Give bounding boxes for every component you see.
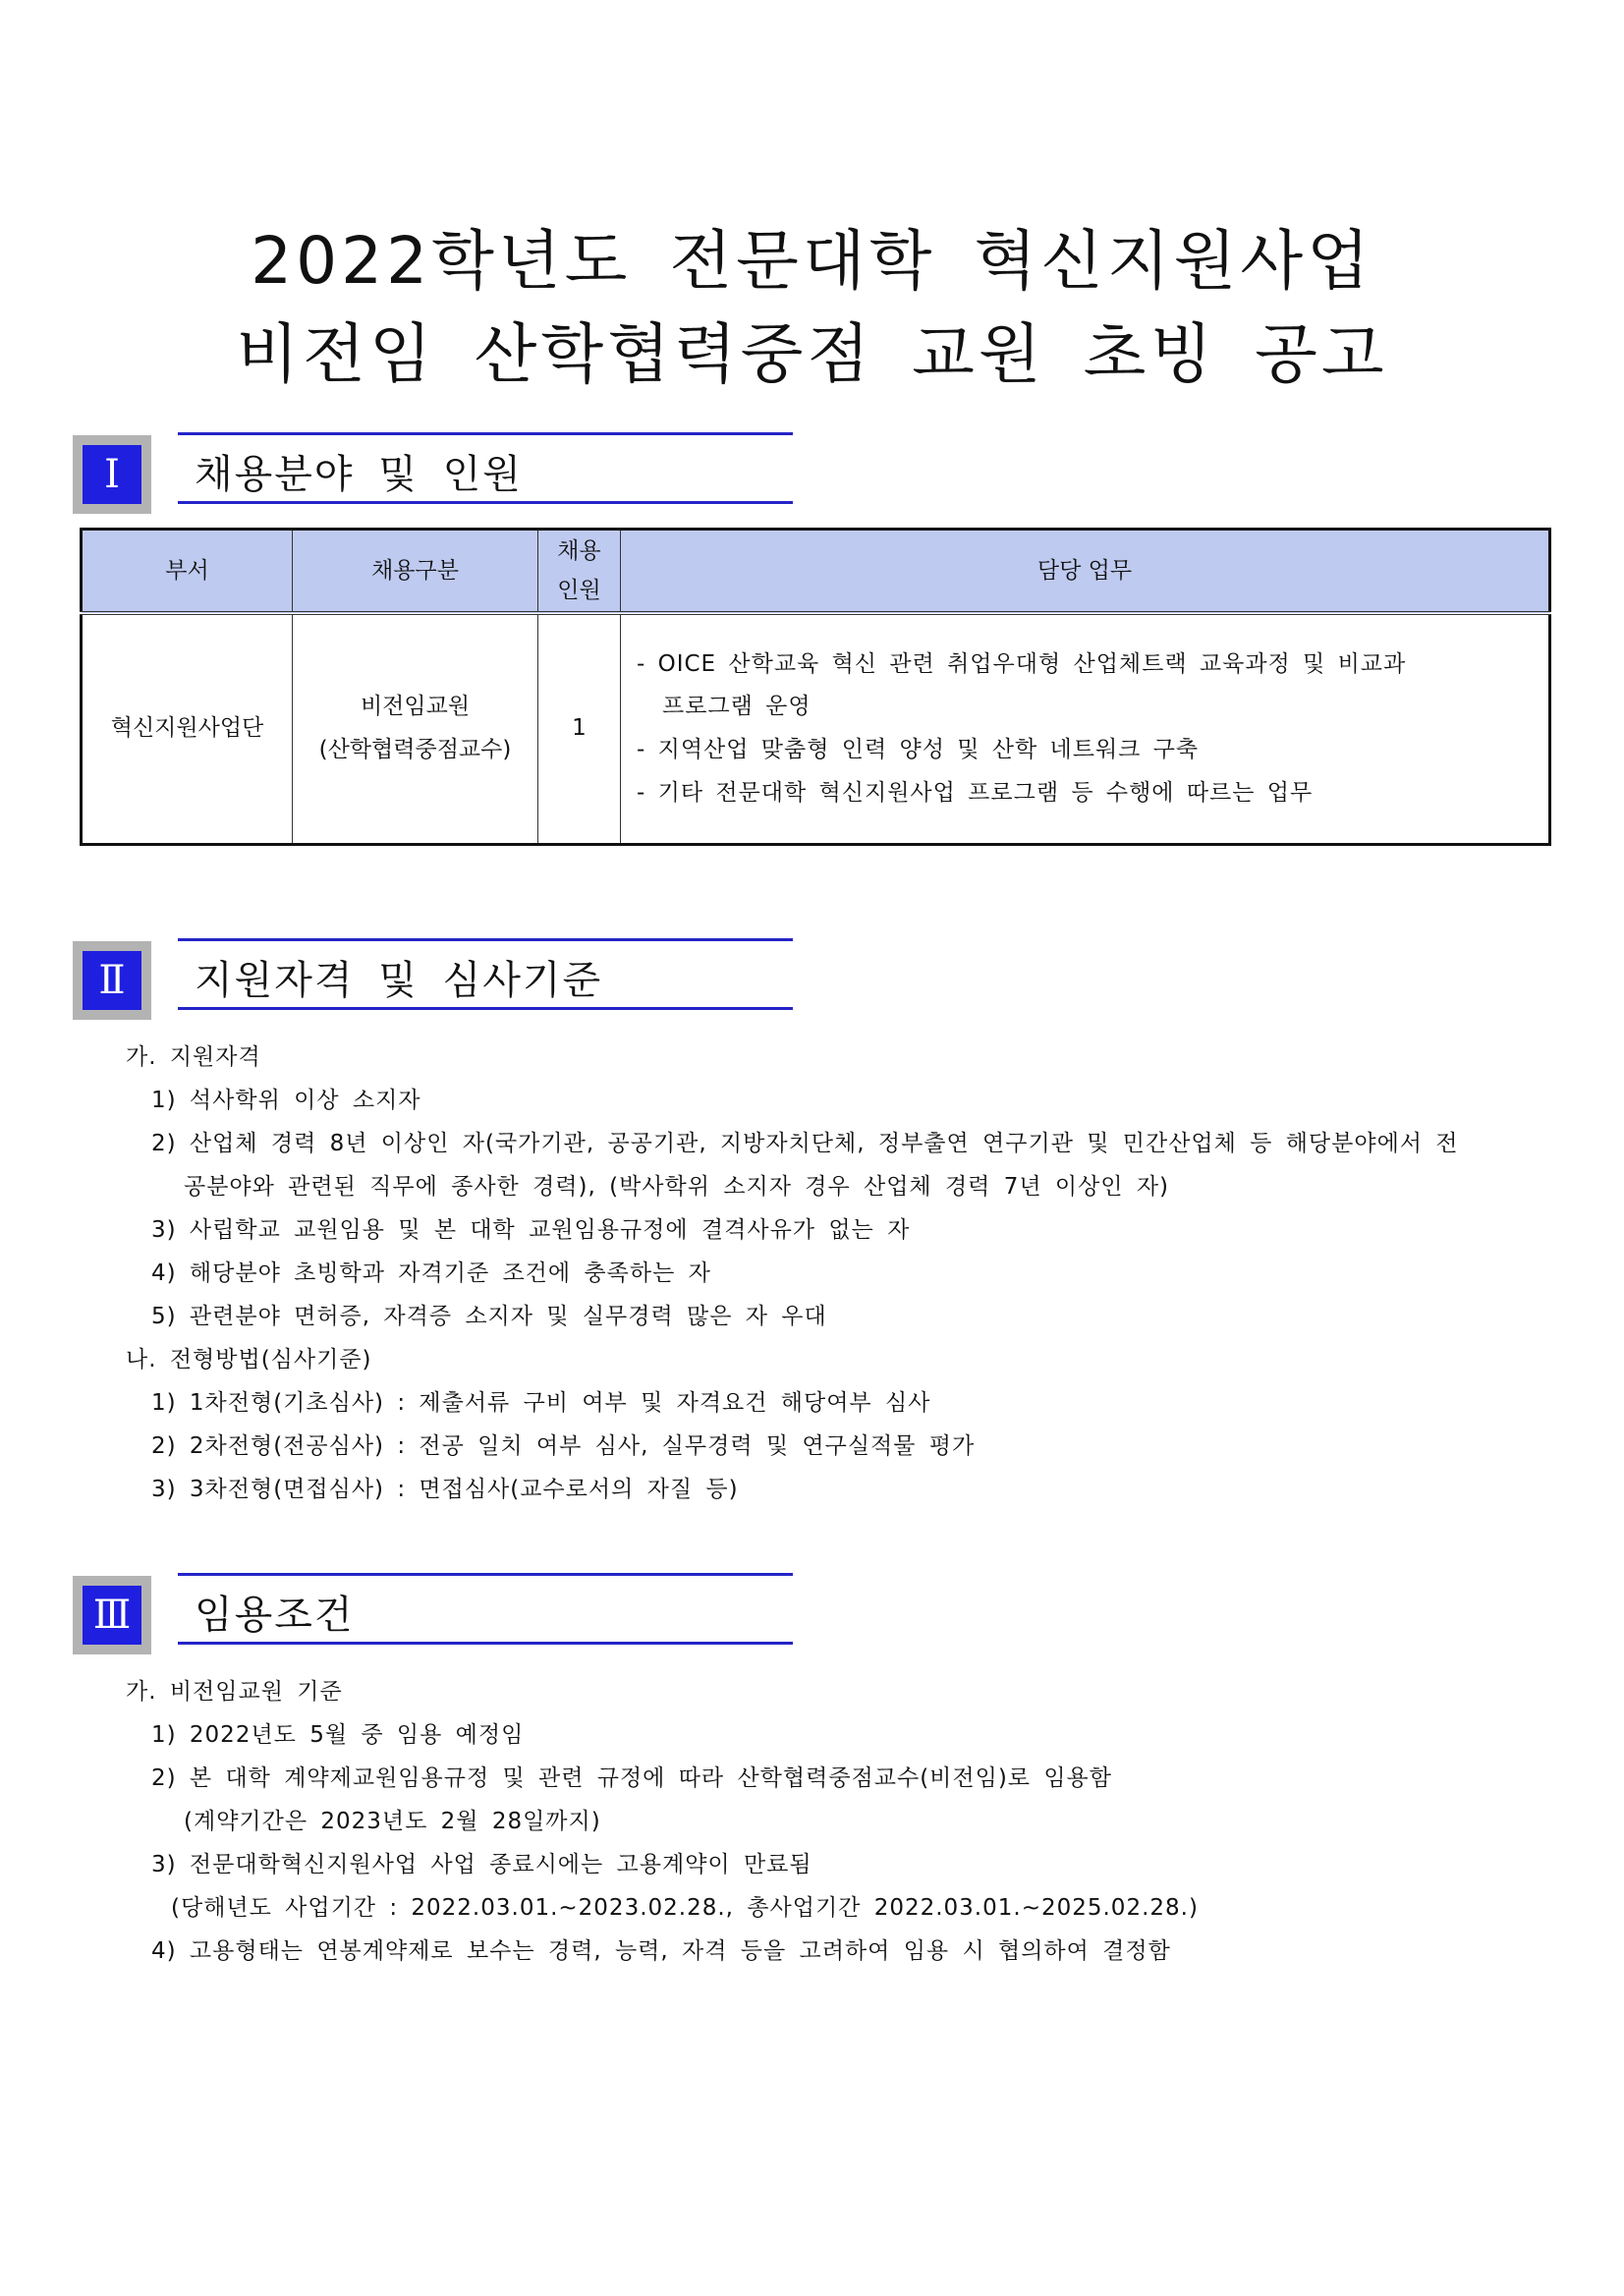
appointment-item-2: 2) 본 대학 계약제교원임용규정 및 관련 규정에 따라 산학협력중점교수(비전임)로 임용함 bbox=[151, 1765, 1112, 1791]
header-duty: 담당 업무 bbox=[621, 530, 1550, 614]
appointment-item-1: 1) 2022년도 5월 중 임용 예정임 bbox=[151, 1722, 525, 1748]
duty-item-1-cont: 프로그램 운영 bbox=[662, 694, 812, 720]
duty-item-1: - OICE 산학교육 혁신 관련 취업우대형 산업체트랙 교육과정 및 비교과 bbox=[637, 650, 1407, 677]
section-3-bottom-rule bbox=[178, 1642, 793, 1645]
appointment-item-2-cont: (계약기간은 2023년도 2월 28일까지) bbox=[184, 1809, 601, 1834]
section-1-badge bbox=[73, 435, 151, 514]
cell-count: 1 bbox=[538, 613, 621, 845]
header-dept: 부서 bbox=[82, 530, 293, 614]
section-1-top-rule bbox=[178, 432, 793, 435]
header-type: 채용구분 bbox=[293, 530, 538, 614]
section-3-badge bbox=[73, 1576, 151, 1654]
duty-item-2: - 지역산업 맞춤형 인력 양성 및 산학 네트워크 구축 bbox=[637, 737, 1200, 762]
document-title-line1: 2022학년도 전문대학 혁신지원사업 bbox=[251, 223, 1373, 299]
qualification-item-4: 4) 해당분야 초빙학과 자격기준 조건에 충족하는 자 bbox=[151, 1260, 711, 1286]
qualification-item-2: 2) 산업체 경력 8년 이상인 자(국가기관, 공공기관, 지방자치단체, 정부출연 연구기관 및 민간산업체 등 해당분야에서 전 bbox=[151, 1131, 1459, 1156]
cell-dept: 혁신지원사업단 bbox=[82, 613, 293, 845]
cell-type-line1: 비전임교원 bbox=[360, 694, 471, 720]
cell-type bbox=[293, 613, 538, 845]
qualification-item-1: 1) 석사학위 이상 소지자 bbox=[151, 1088, 421, 1113]
section-3-top-rule bbox=[178, 1573, 793, 1576]
header-count-line2: 인원 bbox=[557, 578, 601, 603]
table-row bbox=[82, 613, 1550, 845]
qualification-item-3: 3) 사립학교 교원임용 및 본 대학 교원임용규정에 결격사유가 없는 자 bbox=[151, 1217, 911, 1243]
section-1-title: 채용분야 및 인원 bbox=[195, 452, 523, 497]
qualification-heading: 가. 지원자격 bbox=[126, 1044, 261, 1070]
screening-item-1: 1) 1차전형(기초심사) : 제출서류 구비 여부 및 자격요건 해당여부 심사 bbox=[151, 1390, 931, 1416]
section-3-title: 임용조건 bbox=[195, 1593, 355, 1638]
section-1-numeral: Ⅰ bbox=[83, 445, 141, 504]
qualification-item-2-cont: 공분야와 관련된 직무에 종사한 경력), (박사학위 소지자 경우 산업체 경력 7년 이상인 자) bbox=[184, 1174, 1170, 1200]
section-2-top-rule bbox=[178, 938, 793, 941]
table-header-row bbox=[82, 530, 1550, 614]
qualification-item-5: 5) 관련분야 면허증, 자격증 소지자 및 실무경력 많은 자 우대 bbox=[151, 1304, 827, 1329]
section-3-numeral: Ⅲ bbox=[83, 1586, 141, 1645]
section-2-body bbox=[126, 1036, 1459, 1511]
header-count bbox=[538, 530, 621, 614]
appointment-item-3-cont: (당해년도 사업기간 : 2022.03.01.~2023.02.28., 총사업기간 2022.03.01.~2025.02.28.) bbox=[171, 1895, 1199, 1921]
section-2-badge bbox=[73, 941, 151, 1020]
cell-type-line2: (산학협력중점교수) bbox=[318, 737, 512, 762]
screening-item-2: 2) 2차전형(전공심사) : 전공 일치 여부 심사, 실무경력 및 연구실적물 평가 bbox=[151, 1433, 976, 1459]
duty-item-3: - 기타 전문대학 혁신지원사업 프로그램 등 수행에 따르는 업무 bbox=[637, 779, 1314, 806]
screening-heading: 나. 전형방법(심사기준) bbox=[126, 1347, 372, 1372]
section-2-title: 지원자격 및 심사기준 bbox=[195, 958, 603, 1003]
appointment-heading: 가. 비전임교원 기준 bbox=[126, 1679, 343, 1705]
header-count-line1: 채용 bbox=[557, 537, 601, 564]
document-title-line2: 비전임 산학협력중점 교원 초빙 공고 bbox=[236, 316, 1388, 392]
section-2-bottom-rule bbox=[178, 1007, 793, 1010]
cell-duty bbox=[621, 613, 1550, 845]
recruitment-table bbox=[80, 528, 1551, 846]
screening-item-3: 3) 3차전형(면접심사) : 면접심사(교수로서의 자질 등) bbox=[151, 1477, 739, 1502]
section-1-bottom-rule bbox=[178, 501, 793, 504]
appointment-item-3: 3) 전문대학혁신지원사업 사업 종료시에는 고용계약이 만료됨 bbox=[151, 1852, 812, 1877]
section-3-body bbox=[126, 1670, 1199, 1973]
section-2-numeral: Ⅱ bbox=[83, 951, 141, 1010]
appointment-item-4: 4) 고용형태는 연봉계약제로 보수는 경력, 능력, 자격 등을 고려하여 임용 시 협의하여 결정함 bbox=[151, 1938, 1171, 1964]
